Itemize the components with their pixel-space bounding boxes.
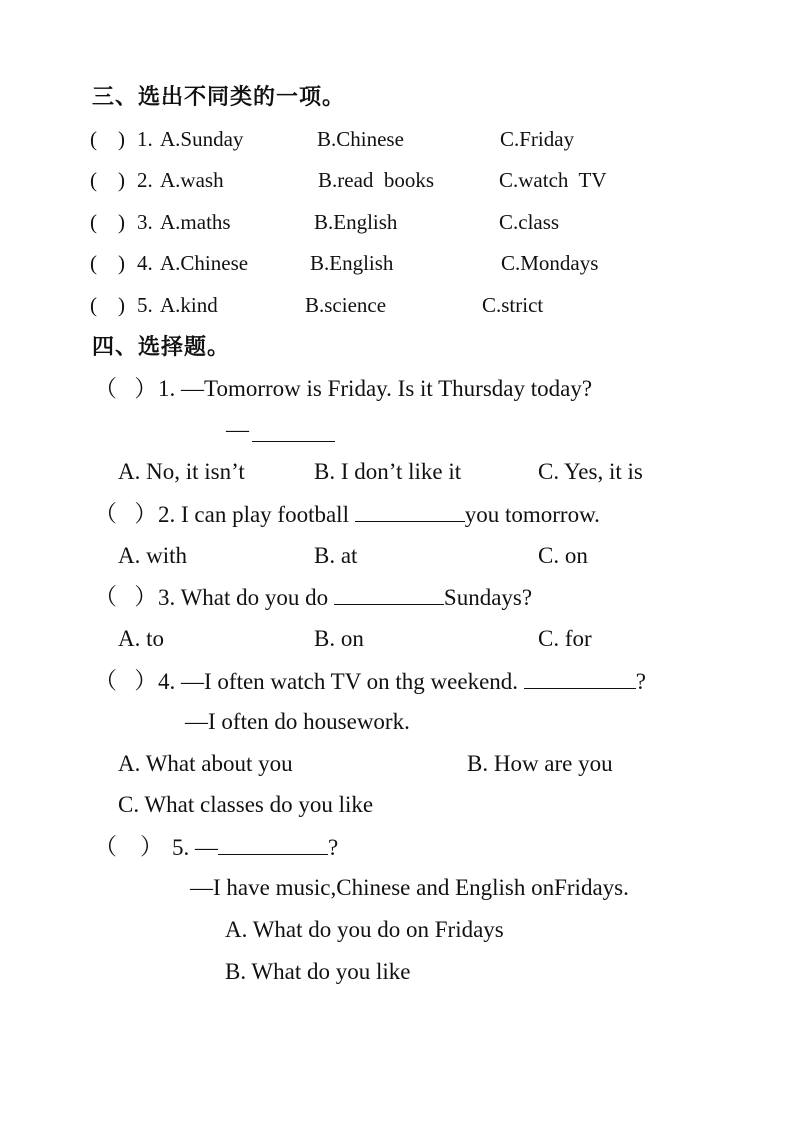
option-c: C. for bbox=[538, 626, 592, 651]
question-stem bbox=[158, 585, 532, 609]
stem-text: ? bbox=[328, 835, 339, 860]
option-a: A. with bbox=[118, 543, 187, 568]
option-a: A. No, it isn’t bbox=[118, 459, 245, 484]
option-a: A.Sunday bbox=[160, 127, 244, 151]
answer-paren[interactable]: ( ) bbox=[90, 127, 125, 151]
option-b: B. What do you like bbox=[225, 959, 411, 984]
section3-heading: 三、选出不同类的一项。 bbox=[92, 84, 346, 109]
question-stem bbox=[172, 835, 338, 859]
answer-paren[interactable]: ( ) bbox=[90, 168, 125, 192]
option-b: B.Chinese bbox=[317, 127, 404, 151]
option-c: C. on bbox=[538, 543, 588, 568]
option-b: B. I don’t like it bbox=[314, 459, 462, 484]
answer-blank[interactable] bbox=[252, 421, 335, 442]
option-c: C.class bbox=[499, 210, 560, 234]
option-a: A.kind bbox=[160, 293, 218, 317]
option-c: C. Yes, it is bbox=[538, 459, 643, 484]
question-stem bbox=[158, 669, 646, 693]
item-number: 2. bbox=[137, 168, 153, 192]
answer-paren[interactable]: （ ） bbox=[94, 584, 158, 609]
option-c: C. What classes do you like bbox=[118, 792, 374, 817]
question-stem: 1. —Tomorrow is Friday. Is it Thursday today? bbox=[158, 376, 593, 401]
option-b: B. on bbox=[314, 626, 364, 651]
option-b: B.English bbox=[314, 210, 398, 234]
option-a: A.maths bbox=[160, 210, 231, 234]
question-stem bbox=[158, 502, 600, 526]
option-b: B.read books bbox=[318, 168, 435, 192]
answer-blank[interactable] bbox=[355, 502, 465, 522]
stem-text: 4. —I often watch TV on thg weekend. bbox=[158, 669, 524, 694]
stem-text: you tomorrow. bbox=[464, 502, 600, 527]
option-a: A.wash bbox=[160, 168, 224, 192]
option-b: B.English bbox=[310, 251, 394, 275]
answer-paren[interactable]: ( ) bbox=[90, 210, 125, 234]
option-a: A.Chinese bbox=[160, 251, 249, 275]
option-c: C.watch TV bbox=[499, 168, 607, 192]
stem-text: 3. What do you do bbox=[158, 585, 334, 610]
dialogue-response: —I often do housework. bbox=[185, 709, 410, 734]
answer-paren[interactable]: ( ) bbox=[90, 251, 125, 275]
answer-paren[interactable]: ( ) bbox=[90, 293, 125, 317]
item-number: 4. bbox=[137, 251, 153, 275]
item-number: 5. bbox=[137, 293, 153, 317]
option-c: C.strict bbox=[482, 293, 544, 317]
option-b: B.science bbox=[305, 293, 387, 317]
option-b: B. How are you bbox=[467, 751, 613, 776]
answer-blank[interactable] bbox=[524, 669, 636, 689]
option-c: C.Friday bbox=[500, 127, 575, 151]
answer-paren[interactable]: （ ） bbox=[94, 668, 158, 693]
option-b: B. at bbox=[314, 543, 358, 568]
item-number: 1. bbox=[137, 127, 153, 151]
answer-paren[interactable]: （ ） bbox=[94, 376, 158, 401]
answer-paren[interactable]: （ ） bbox=[94, 501, 158, 526]
dialogue-response: —I have music,Chinese and English onFridays. bbox=[190, 875, 629, 900]
stem-text: 2. I can play football bbox=[158, 502, 355, 527]
option-a: A. What about you bbox=[118, 751, 293, 776]
answer-blank[interactable] bbox=[218, 835, 328, 855]
option-a: A. to bbox=[118, 626, 164, 651]
stem-text: 5. — bbox=[172, 835, 218, 860]
option-c: C.Mondays bbox=[501, 251, 599, 275]
option-a: A. What do you do on Fridays bbox=[225, 917, 504, 942]
answer-paren[interactable]: （ ） bbox=[94, 834, 163, 859]
stem-text: ? bbox=[635, 669, 647, 694]
answer-dash: — bbox=[226, 417, 249, 442]
answer-blank[interactable] bbox=[334, 585, 444, 605]
stem-text: Sundays? bbox=[443, 585, 533, 610]
item-number: 3. bbox=[137, 210, 153, 234]
section4-heading: 四、选择题。 bbox=[92, 334, 231, 359]
